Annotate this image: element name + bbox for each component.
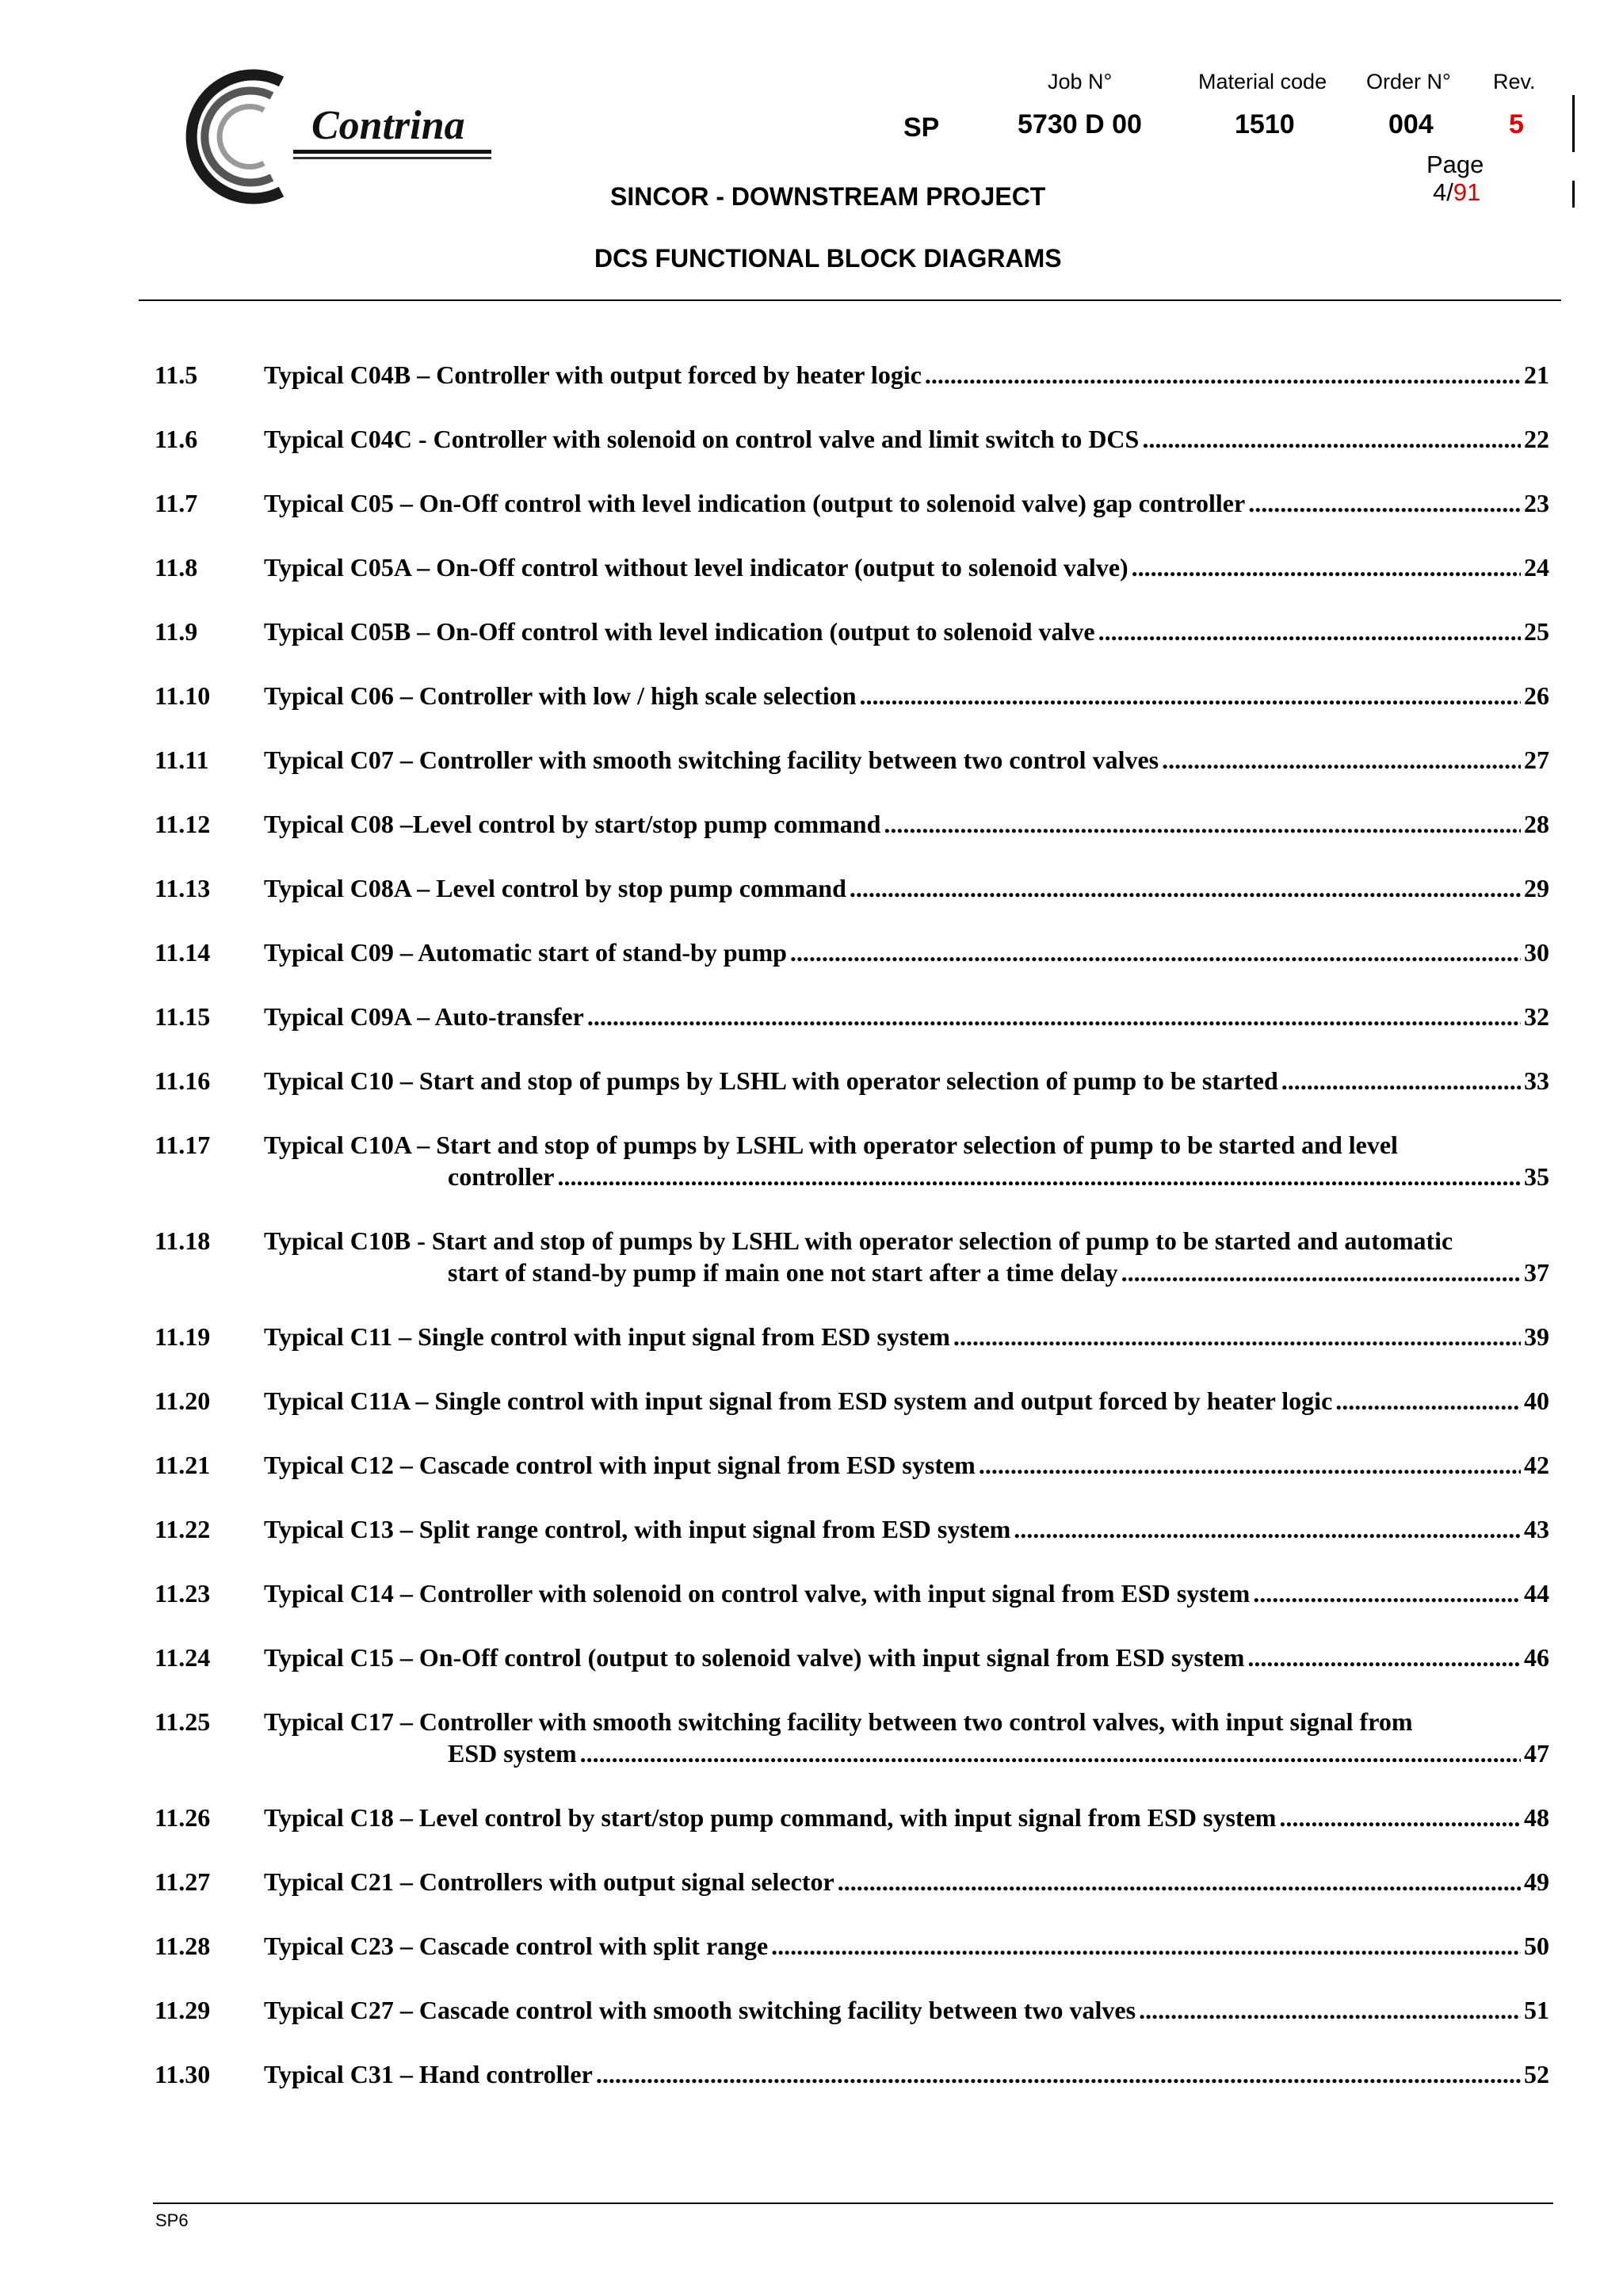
toc-number: 11.7	[155, 489, 198, 517]
toc-number: 11.18	[155, 1226, 211, 1255]
toc-number: 11.10	[155, 681, 211, 710]
toc-title: Typical C17 – Controller with smooth switching facility between two control valves, with input signal from	[264, 1707, 1413, 1736]
toc-title: Typical C11 – Single control with input signal from ESD system	[264, 1322, 950, 1351]
job-no-label: Job N°	[1048, 70, 1113, 93]
toc-title: Typical C14 – Controller with solenoid on control valve, with input signal from ESD system	[264, 1579, 1251, 1608]
toc-leader	[1335, 1386, 1521, 1416]
toc-page: 21	[1524, 360, 1549, 389]
toc-page: 44	[1524, 1579, 1549, 1608]
toc-number: 11.20	[155, 1386, 211, 1415]
toc-leader	[979, 1451, 1521, 1480]
toc-leader	[1098, 617, 1521, 646]
toc-number: 11.8	[155, 553, 198, 582]
toc-leader	[1281, 1066, 1521, 1096]
toc-leader	[1279, 1803, 1521, 1833]
toc-title: Typical C06 – Controller with low / high scale selection	[264, 681, 857, 710]
material-code-label: Material code	[1198, 70, 1327, 93]
toc-page: 22	[1524, 425, 1549, 453]
toc-page: 33	[1524, 1066, 1549, 1095]
toc-title: Typical C27 – Cascade control with smooth switching facility between two valves	[264, 1996, 1136, 2024]
toc-number: 11.27	[155, 1867, 211, 1896]
toc-number: 11.28	[155, 1932, 211, 1960]
rev-value: 5	[1509, 109, 1524, 139]
toc-title: Typical C13 – Split range control, with input signal from ESD system	[264, 1515, 1011, 1543]
job-no-value: 5730 D 00	[1018, 109, 1142, 139]
toc-title: Typical C15 – On-Off control (output to solenoid valve) with input signal from ESD system	[264, 1643, 1245, 1672]
toc-page: 51	[1524, 1996, 1549, 2024]
toc-number: 11.26	[155, 1803, 211, 1832]
toc-title: Typical C09 – Automatic start of stand-by pump	[264, 938, 787, 967]
toc-leader	[580, 1739, 1521, 1768]
toc-page: 42	[1524, 1451, 1549, 1479]
toc-leader	[1121, 1258, 1521, 1287]
toc-page: 43	[1524, 1515, 1549, 1543]
toc-page: 35	[1524, 1162, 1549, 1191]
toc-page: 29	[1524, 874, 1549, 902]
page-total: 91	[1453, 178, 1481, 206]
footer-divider	[153, 2203, 1553, 2204]
footer-form-code: SP6	[155, 2210, 189, 2230]
toc-leader	[596, 2060, 1521, 2089]
header-divider	[139, 299, 1561, 301]
rev-label: Rev.	[1493, 70, 1536, 93]
toc-number: 11.30	[155, 2060, 211, 2088]
toc-number: 11.17	[155, 1131, 211, 1159]
toc-title: Typical C12 – Cascade control with input signal from ESD system	[264, 1451, 976, 1479]
toc-leader	[1132, 553, 1521, 582]
toc-number: 11.24	[155, 1643, 211, 1672]
toc-leader	[771, 1932, 1521, 1961]
toc-leader	[1248, 489, 1521, 518]
toc-number: 11.19	[155, 1322, 211, 1351]
toc-title: Typical C11A – Single control with input signal from ESD system and output forced by heater logic	[264, 1386, 1333, 1415]
toc-page: 26	[1524, 681, 1549, 710]
toc-title: Typical C08A – Level control by stop pump command	[264, 874, 846, 902]
toc-title: Typical C31 – Hand controller	[264, 2060, 593, 2088]
toc-leader	[1253, 1579, 1521, 1608]
toc-leader	[925, 360, 1521, 390]
toc-leader	[790, 938, 1521, 967]
toc-number: 11.22	[155, 1515, 211, 1543]
toc-leader	[838, 1867, 1521, 1897]
document-title: DCS FUNCTIONAL BLOCK DIAGRAMS	[594, 244, 1062, 273]
toc-title: Typical C18 – Level control by start/stop pump command, with input signal from ESD system	[264, 1803, 1277, 1832]
toc-leader	[1247, 1643, 1521, 1672]
toc-title: Typical C10B - Start and stop of pumps by LSHL with operator selection of pump to be started and automatic	[264, 1226, 1453, 1255]
project-title: SINCOR - DOWNSTREAM PROJECT	[610, 182, 1046, 211]
material-code-value: 1510	[1235, 109, 1295, 139]
toc-title: Typical C05 – On-Off control with level indication (output to solenoid valve) gap controller	[264, 489, 1246, 517]
toc-page: 49	[1524, 1867, 1549, 1896]
page-label: Page	[1426, 151, 1484, 178]
toc-leader	[953, 1322, 1521, 1352]
toc-number: 11.16	[155, 1066, 211, 1095]
toc-leader	[1014, 1515, 1521, 1544]
toc-number: 11.15	[155, 1002, 211, 1031]
svg-text:Contrina: Contrina	[311, 103, 465, 148]
toc-page: 48	[1524, 1803, 1549, 1832]
toc-title: Typical C21 – Controllers with output signal selector	[264, 1867, 834, 1896]
toc-title: Typical C05A – On-Off control without level indicator (output to solenoid valve)	[264, 553, 1128, 582]
toc-number: 11.29	[155, 1996, 211, 2024]
order-no-value: 004	[1388, 109, 1434, 139]
toc-title: Typical C04C - Controller with solenoid on control valve and limit switch to DCS	[264, 425, 1140, 453]
toc-page: 25	[1524, 617, 1549, 646]
revision-bar-bottom	[1572, 181, 1575, 208]
toc-page: 47	[1524, 1739, 1549, 1768]
toc-page: 23	[1524, 489, 1549, 517]
toc-title: Typical C08 –Level control by start/stop pump command	[264, 810, 881, 838]
toc-page: 30	[1524, 938, 1549, 967]
toc-title: Typical C04B – Controller with output forced by heater logic	[264, 360, 922, 389]
toc-title: Typical C23 – Cascade control with split range	[264, 1932, 769, 1960]
revision-bar-top	[1572, 95, 1575, 152]
toc-number: 11.23	[155, 1579, 211, 1608]
toc-page: 50	[1524, 1932, 1549, 1960]
toc-title: Typical C05B – On-Off control with level indication (output to solenoid valve	[264, 617, 1095, 646]
toc-page: 46	[1524, 1643, 1549, 1672]
toc-leader	[557, 1162, 1521, 1192]
toc-title-continued: controller	[448, 1162, 555, 1191]
page-number	[1433, 178, 1480, 207]
toc-title: Typical C10A – Start and stop of pumps by LSHL with operator selection of pump to be started and level	[264, 1131, 1398, 1159]
toc-number: 11.25	[155, 1707, 211, 1736]
toc-title-continued: ESD system	[448, 1739, 577, 1768]
toc-title: Typical C10 – Start and stop of pumps by LSHL with operator selection of pump to be started	[264, 1066, 1278, 1095]
contrina-logo	[162, 67, 495, 206]
toc-leader	[850, 874, 1521, 903]
toc-title: Typical C07 – Controller with smooth switching facility between two control valves	[264, 746, 1159, 774]
toc-page: 27	[1524, 746, 1549, 774]
toc-leader	[1142, 425, 1521, 454]
toc-number: 11.14	[155, 938, 211, 967]
order-no-label: Order N°	[1366, 70, 1451, 93]
page-current: 4/	[1433, 178, 1453, 206]
toc-page: 37	[1524, 1258, 1549, 1287]
toc-page: 40	[1524, 1386, 1549, 1415]
doc-type: SP	[903, 113, 940, 143]
toc-page: 28	[1524, 810, 1549, 838]
toc-page: 52	[1524, 2060, 1549, 2088]
toc-number: 11.21	[155, 1451, 211, 1479]
toc-title-continued: start of stand-by pump if main one not start after a time delay	[448, 1258, 1118, 1287]
toc-leader	[884, 810, 1521, 839]
toc-page: 39	[1524, 1322, 1549, 1351]
toc-number: 11.12	[155, 810, 211, 838]
toc-page: 24	[1524, 553, 1549, 582]
toc-leader	[587, 1002, 1521, 1032]
toc-leader	[860, 681, 1521, 711]
toc-number: 11.6	[155, 425, 198, 453]
toc-title: Typical C09A – Auto-transfer	[264, 1002, 584, 1031]
toc-page: 32	[1524, 1002, 1549, 1031]
toc-number: 11.11	[155, 746, 209, 774]
toc-number: 11.9	[155, 617, 198, 646]
toc-number: 11.13	[155, 874, 211, 902]
toc-number: 11.5	[155, 360, 198, 389]
toc-leader	[1139, 1996, 1521, 2025]
toc-leader	[1162, 746, 1521, 775]
